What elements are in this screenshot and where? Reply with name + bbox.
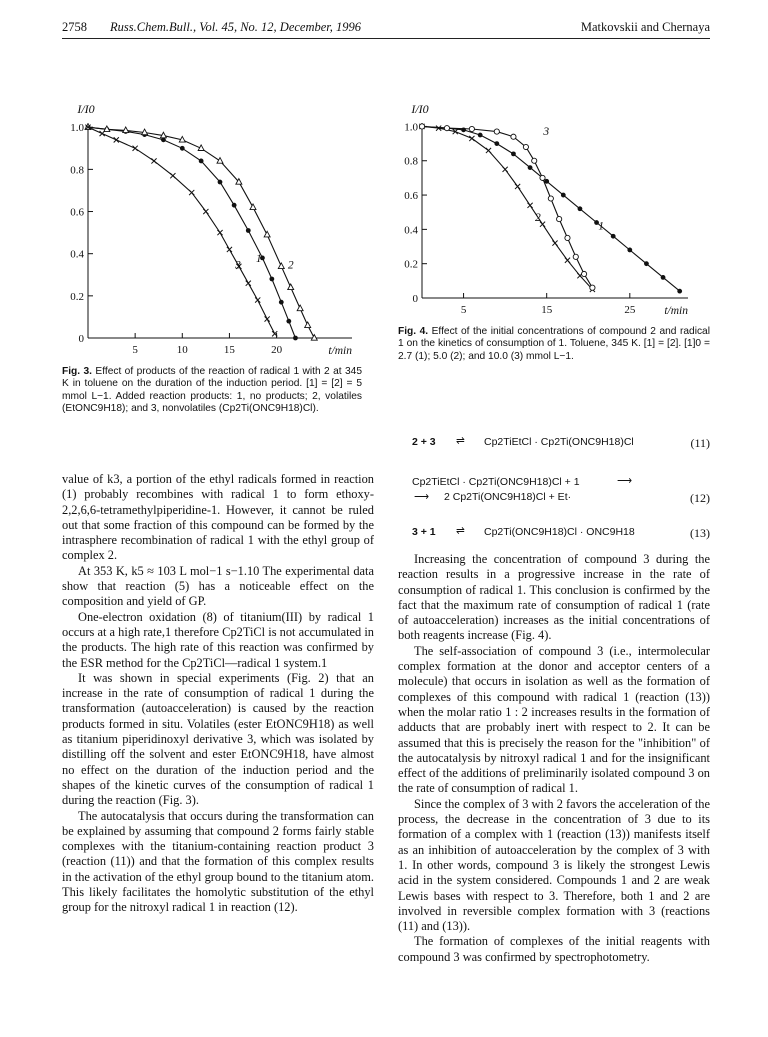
data-point-triangle [250, 204, 256, 210]
figure-3-caption-text: Effect of products of the reaction of radical 1 with 2 at 345 K in toluene on the duration of the induction period. [1] = [2] = 5 mmol L−1. Added reaction products: 1, no products; 2, volatiles (EtONC9H18); and 3, nonvolatiles (Cp2Ti(ONC9H18)Cl). [62, 366, 362, 415]
data-point-filled-circle [494, 141, 499, 146]
reaction-12-reactants: Cp2TiEtCl · Cp2Ti(ONC9H18)Cl + 1 [412, 476, 580, 488]
curve-label: 3 [235, 259, 241, 272]
data-point-filled-circle [199, 159, 204, 164]
figure-4-caption-text: Effect of the initial concentrations of compound 2 and radical 1 on the kinetics of consumption of 1. Toluene, 345 K. [1] = [2]. [1]0 = 2.7 (1); 5.0 (2); and 10.0 (3) mmol L−1. [398, 326, 710, 362]
arrow-icon: ⟶ [617, 475, 633, 487]
y-tick-label: 1.0 [404, 121, 418, 134]
equilibrium-arrow-icon: ⇌ [456, 435, 465, 447]
right-column [398, 552, 710, 965]
data-point-cross [469, 136, 474, 141]
x-tick-label: 15 [541, 304, 553, 316]
reaction-12 [412, 476, 710, 512]
reaction-11 [412, 436, 710, 454]
equation-number: (11) [690, 436, 710, 450]
figure-4-caption [398, 326, 710, 363]
x-tick-label: 20 [271, 344, 283, 356]
y-tick-label: 0.2 [404, 258, 418, 271]
data-point-open-circle [565, 235, 570, 240]
paragraph: The autocatalysis that occurs during the transformation can be explained by assuming that compound 2 forms fairly stable complexes with the titanium-containing reaction product 3 (reaction (11)) and that the formation of this complex results in the activation of the ethyl group bound to the titanium atom. This likely facilitates the homolytic substitution of the ethyl group for the nitroxyl radical 1 in reaction (12). [62, 808, 374, 915]
arrow-icon: ⟶ [414, 491, 430, 503]
equilibrium-arrow-icon: ⇌ [456, 525, 465, 537]
series-1-line [88, 127, 295, 338]
data-point-triangle [311, 335, 317, 341]
data-point-filled-circle [528, 165, 533, 170]
figure-3-chart [62, 95, 362, 357]
y-tick-label: 0 [412, 293, 418, 305]
data-point-filled-circle [677, 289, 682, 294]
reaction-11-reactants: 2 + 3 [412, 436, 436, 448]
data-point-filled-circle [286, 319, 291, 324]
data-point-triangle [297, 305, 303, 311]
figure-3 [62, 95, 362, 357]
data-point-cross [189, 190, 194, 195]
x-tick-label: 10 [176, 344, 188, 356]
data-point-filled-circle [578, 206, 583, 211]
x-axis-label: t/min [664, 305, 688, 317]
data-point-cross [503, 167, 508, 172]
journal-citation: Russ.Chem.Bull., Vol. 45, No. 12, December, 1996 [110, 20, 362, 34]
data-point-cross [515, 184, 520, 189]
y-tick-label: 0.4 [70, 248, 84, 261]
data-point-filled-circle [627, 248, 632, 253]
data-point-open-circle [532, 158, 537, 163]
y-tick-label: 0 [78, 333, 84, 345]
y-tick-label: 0.2 [70, 290, 84, 303]
running-header [62, 20, 710, 38]
data-point-filled-circle [511, 151, 516, 156]
data-point-filled-circle [611, 234, 616, 239]
data-point-open-circle [419, 124, 424, 129]
x-tick-label: 5 [460, 304, 467, 316]
data-point-filled-circle [661, 275, 666, 280]
data-point-cross [265, 316, 270, 321]
data-point-filled-circle [218, 180, 223, 185]
data-point-triangle [264, 231, 270, 237]
x-tick-label: 15 [223, 344, 235, 356]
paragraph: The self-association of compound 3 (i.e., intermolecular complex formation at the donor and acceptor centers of a molecule) that occurs in isolation as well as the formation of complexes of this compound with radical 1 (reaction (13)) when the molar ratio 1 : 2 increases results in the formation of adducts that are probably inert with respect to 2. It can be assumed that this is precisely the reason for the "inhibition" of the autocatalysis by nitroxyl radical 1 and for the insignificant effect of the additions of preliminarily isolated compound 3 on the rate of consumption of radical 1. [398, 643, 710, 796]
data-point-filled-circle [478, 133, 483, 138]
curve-label: 1 [255, 253, 262, 266]
curve-label: 1 [598, 220, 604, 233]
series-1-line [422, 126, 680, 291]
data-point-open-circle [573, 254, 578, 259]
data-point-filled-circle [269, 277, 274, 282]
data-point-filled-circle [246, 228, 251, 233]
data-point-filled-circle [279, 300, 284, 305]
data-point-triangle [278, 263, 284, 269]
paragraph: One-electron oxidation (8) of titanium(III) by radical 1 occurs at a high rate,1 therefore Cp2TiCl is not accumulated in the products. The high rate of this reaction was confirmed by the ESR method for the Cp2TiCl—radical 1 system.1 [62, 609, 374, 670]
left-column [62, 472, 374, 916]
data-point-open-circle [590, 285, 595, 290]
data-point-triangle [288, 284, 294, 290]
y-tick-label: 0.4 [404, 224, 418, 237]
curve-label: 2 [287, 259, 294, 272]
data-point-cross [486, 148, 491, 153]
x-tick-label: 25 [624, 304, 636, 316]
data-point-open-circle [511, 134, 516, 139]
data-point-cross [255, 297, 260, 302]
figure-4-caption-label: Fig. 4. [398, 326, 429, 337]
paragraph: Since the complex of 3 with 2 favors the acceleration of the process, the decrease in the concentration of 3 due to its formation of a complex with 1 (reaction (13)) manifests itself as an inhibition of autoacceleration by the complex of 3 with 1. In other words, compound 3 is likely the strongest Lewis acid in the system considered. Compounds 1 and 2 are weak Lewis bases with respect to 3. Therefore, both 1 and 2 are involved in reversible complex formation with 3 (reactions (11) and (13)). [398, 796, 710, 934]
data-point-cross [552, 240, 557, 245]
page-number: 2758 [62, 20, 87, 34]
data-point-open-circle [494, 129, 499, 134]
figure-4 [398, 95, 708, 321]
reaction-12-products: 2 Cp2Ti(ONC9H18)Cl + Et· [444, 491, 572, 503]
data-point-open-circle [540, 175, 545, 180]
y-tick-label: 0.6 [70, 206, 84, 219]
data-point-filled-circle [232, 203, 237, 208]
data-point-filled-circle [293, 336, 298, 341]
x-tick-label: 5 [132, 344, 138, 356]
series-2-line [422, 126, 592, 289]
data-point-cross [217, 230, 222, 235]
paragraph: It was shown in special experiments (Fig. 2) that an increase in the rate of consumption of radical 1 during the transformation (autoacceleration) is caused by the reaction products formed in situ. Volatiles (ester EtONC9H18) as well as titanium piperidinoxyl derivative 3, which was isolated by distilling off the solvent and ester EtONC9H18, have almost no effect on the duration of the induction period and the shapes of the kinetic curves of the consumption of radical 1 during the reaction (Fig. 3). [62, 670, 374, 808]
data-point-cross [203, 209, 208, 214]
data-point-cross [565, 258, 570, 263]
figure-4-chart [398, 95, 708, 321]
reaction-13-product: Cp2Ti(ONC9H18)Cl · ONC9H18 [484, 526, 635, 538]
equation-number: (12) [690, 491, 710, 505]
data-point-open-circle [581, 271, 586, 276]
y-tick-label: 1.0 [70, 122, 84, 135]
data-point-filled-circle [180, 146, 185, 151]
figure-3-caption [62, 366, 362, 416]
reaction-11-product: Cp2TiEtCl · Cp2Ti(ONC9H18)Cl [484, 436, 634, 448]
data-point-open-circle [444, 126, 449, 131]
curve-label: 2 [535, 211, 541, 224]
data-point-triangle [217, 158, 223, 164]
reaction-13 [412, 526, 710, 544]
y-tick-label: 0.6 [404, 190, 418, 203]
authors: Matkovskii and Chernaya [580, 20, 710, 34]
paragraph: The formation of complexes of the initial reagents with compound 3 was confirmed by spectrophotometry. [398, 934, 710, 964]
data-point-filled-circle [644, 261, 649, 266]
y-axis-label: I/I0 [77, 102, 95, 116]
data-point-open-circle [557, 216, 562, 221]
data-point-filled-circle [561, 193, 566, 198]
data-point-cross [527, 203, 532, 208]
curve-label: 3 [543, 126, 550, 139]
paragraph: Increasing the concentration of compound 3 during the reaction results in a progressive increase in the rate of consumption of radical 1. This conclusion is confirmed by the fact that the maximum rate of consumption of radical 1 (rate of autoacceleration) increases as the initial concentrations of both reagents increase (Fig. 4). [398, 552, 710, 643]
header-rule [62, 38, 710, 39]
y-tick-label: 0.8 [404, 155, 418, 168]
data-point-cross [246, 281, 251, 286]
data-point-open-circle [523, 144, 528, 149]
figure-3-caption-label: Fig. 3. [62, 366, 93, 377]
paragraph: value of k3, a portion of the ethyl radicals formed in reaction (1) probably recombines with radical 1 to form ethoxy-2,2,6,6-tetramethylpiperidine-1. However, it cannot be ruled out that some fraction of this compound can be formed by the intrasphere recombination of radical 1 with the ethyl group of complex 2. [62, 472, 374, 563]
data-point-open-circle [548, 196, 553, 201]
reaction-13-reactants: 3 + 1 [412, 526, 436, 538]
data-point-cross [151, 158, 156, 163]
x-axis-label: t/min [328, 345, 352, 357]
data-point-open-circle [469, 126, 474, 131]
data-point-cross [227, 247, 232, 252]
data-point-cross [114, 137, 119, 142]
data-point-cross [170, 173, 175, 178]
equation-number: (13) [690, 526, 710, 540]
data-point-cross [100, 131, 105, 136]
y-tick-label: 0.8 [70, 164, 84, 177]
paragraph: At 353 K, k5 ≈ 103 L mol−1 s−1.10 The experimental data show that reaction (5) has a noticeable effect on the composition and yield of GP. [62, 563, 374, 609]
data-point-triangle [305, 322, 311, 328]
data-point-cross [133, 146, 138, 151]
y-axis-label: I/I0 [411, 102, 429, 116]
